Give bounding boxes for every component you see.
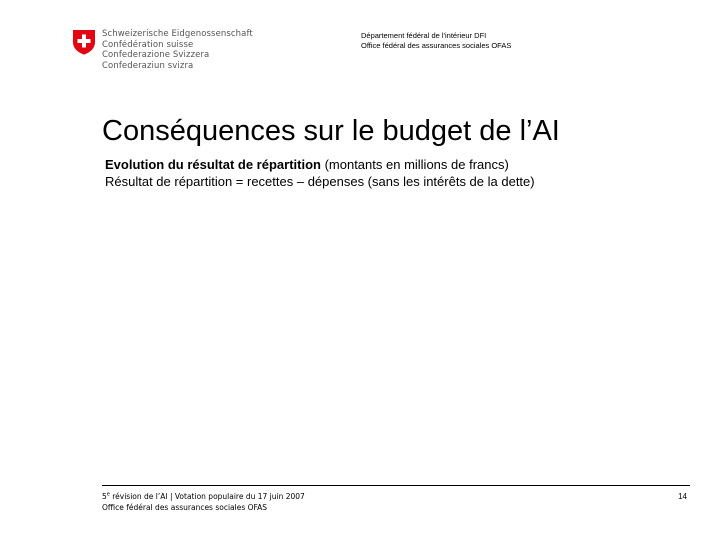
org-name-it: Confederazione Svizzera xyxy=(102,50,210,60)
office-name: Office fédéral des assurances sociales OFAS xyxy=(361,41,512,50)
org-name-de: Schweizerische Eidgenossenschaft xyxy=(102,29,253,39)
footer-revision xyxy=(102,491,305,502)
subtitle-line-2: Résultat de répartition = recettes – dépenses (sans les intérêts de la dette) xyxy=(105,174,535,189)
footer-text xyxy=(102,491,305,513)
revision-text: révision de l’AI | Votation populaire du 17 juin 2007 xyxy=(109,492,305,501)
swiss-flag-icon xyxy=(72,29,96,55)
subtitle-rest: (montants en millions de francs) xyxy=(320,157,509,172)
department-name: Département fédéral de l'intérieur DFI xyxy=(361,31,487,40)
subtitle-bold: Evolution du résultat de répartition xyxy=(105,157,321,172)
footer-office: Office fédéral des assurances sociales OFAS xyxy=(102,503,268,512)
department-block xyxy=(361,31,511,51)
organization-names xyxy=(102,29,253,71)
org-name-rm: Confederaziun svizra xyxy=(102,60,194,71)
subtitle-line-1 xyxy=(105,156,535,173)
slide-subtitle xyxy=(105,156,535,190)
slide-title: Conséquences sur le budget de l’AI xyxy=(102,115,560,147)
footer-divider xyxy=(102,485,690,486)
page-number: 14 xyxy=(678,492,687,501)
org-name-fr: Confédération suisse xyxy=(102,39,194,50)
revision-number: 5 xyxy=(102,492,107,501)
revision-suffix: e xyxy=(106,491,110,498)
